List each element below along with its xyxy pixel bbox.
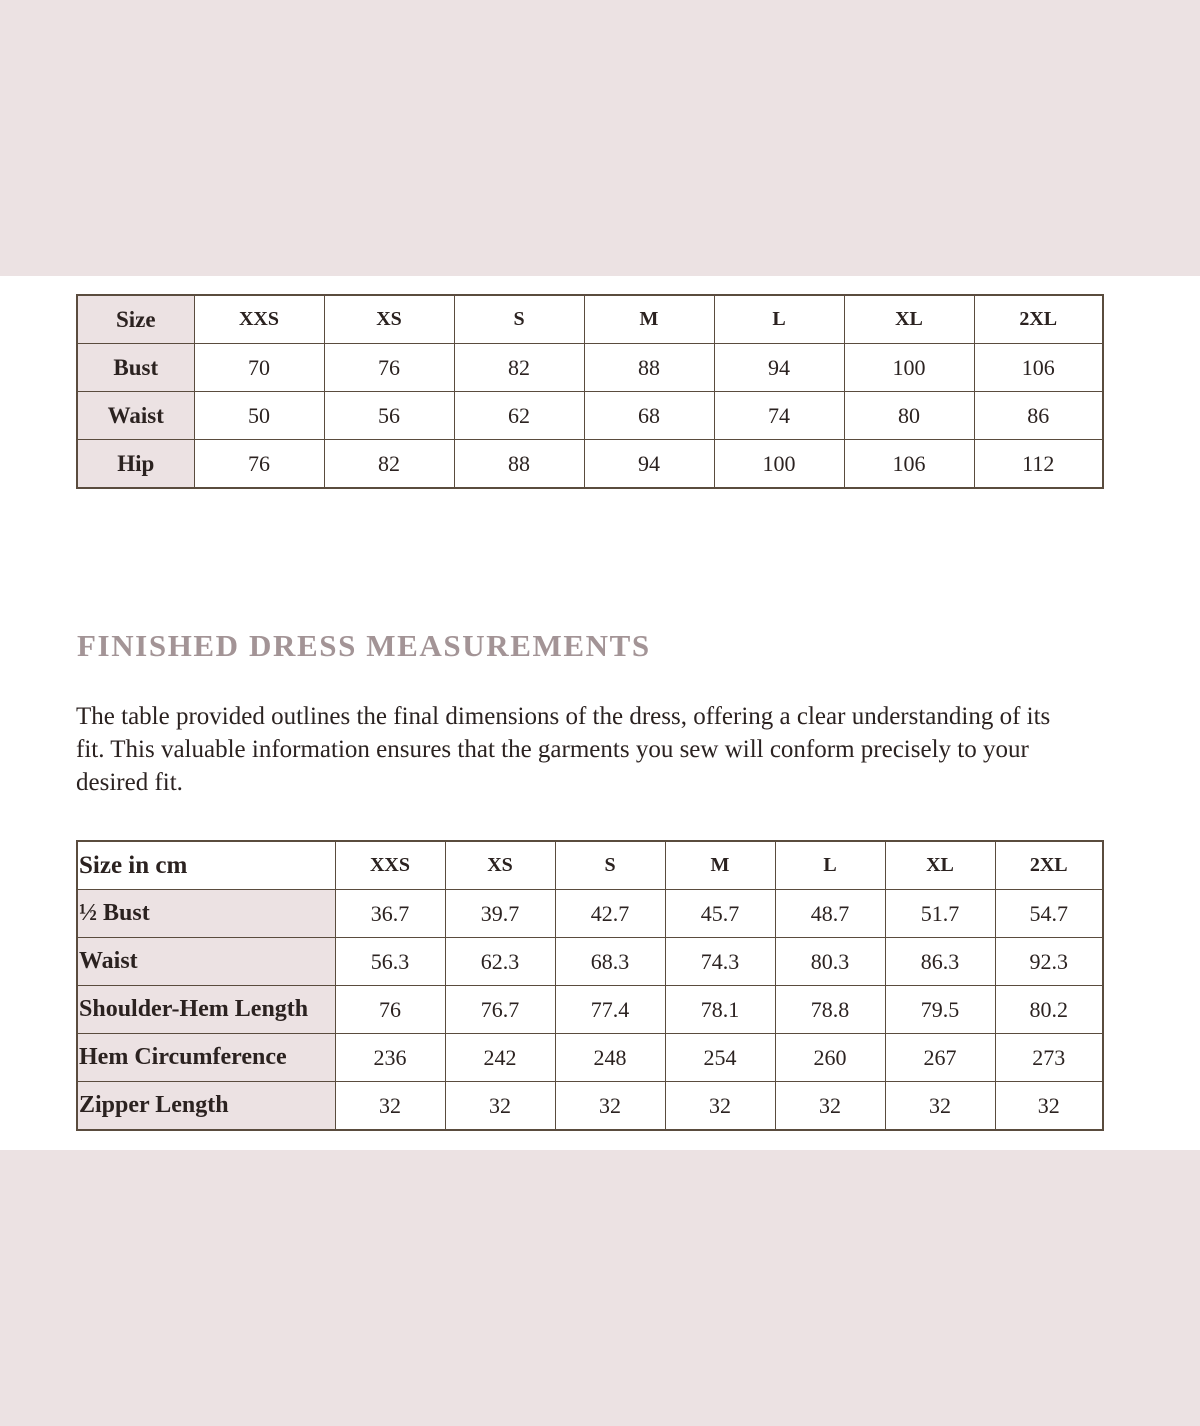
table-cell: 32 xyxy=(555,1082,665,1131)
table-cell: 80.3 xyxy=(775,938,885,986)
table-cell: 254 xyxy=(665,1034,775,1082)
table-cell: 74 xyxy=(714,392,844,440)
size-header: 2XL xyxy=(974,295,1103,344)
table-cell: 42.7 xyxy=(555,890,665,938)
table-cell: 32 xyxy=(775,1082,885,1131)
table-cell: 68 xyxy=(584,392,714,440)
table-cell: 94 xyxy=(584,440,714,489)
table-cell: 32 xyxy=(995,1082,1103,1131)
table-cell: 88 xyxy=(454,440,584,489)
size-corner-label: Size in cm xyxy=(77,841,335,890)
row-label: Hip xyxy=(77,440,194,489)
table-cell: 88 xyxy=(584,344,714,392)
table-row xyxy=(77,1082,1103,1131)
row-label: Waist xyxy=(77,938,335,986)
table-cell: 77.4 xyxy=(555,986,665,1034)
table-header-row xyxy=(77,841,1103,890)
row-label: Bust xyxy=(77,344,194,392)
table-cell: 36.7 xyxy=(335,890,445,938)
table-row xyxy=(77,392,1103,440)
table-cell: 62.3 xyxy=(445,938,555,986)
size-header: XS xyxy=(445,841,555,890)
size-chart-content xyxy=(0,276,1200,1150)
table-cell: 82 xyxy=(324,440,454,489)
table-cell: 79.5 xyxy=(885,986,995,1034)
table-cell: 76.7 xyxy=(445,986,555,1034)
table-cell: 236 xyxy=(335,1034,445,1082)
table-row xyxy=(77,986,1103,1034)
table-cell: 248 xyxy=(555,1034,665,1082)
finished-measurements-table xyxy=(76,840,1104,1131)
table-cell: 68.3 xyxy=(555,938,665,986)
table-cell: 76 xyxy=(324,344,454,392)
table-cell: 94 xyxy=(714,344,844,392)
row-label: Shoulder-Hem Length xyxy=(77,986,335,1034)
table-cell: 50 xyxy=(194,392,324,440)
table-cell: 106 xyxy=(844,440,974,489)
table-cell: 39.7 xyxy=(445,890,555,938)
size-header: XXS xyxy=(194,295,324,344)
table-cell: 54.7 xyxy=(995,890,1103,938)
table-cell: 100 xyxy=(714,440,844,489)
size-header: M xyxy=(584,295,714,344)
size-header: XL xyxy=(844,295,974,344)
size-header: XXS xyxy=(335,841,445,890)
table-cell: 260 xyxy=(775,1034,885,1082)
table-cell: 273 xyxy=(995,1034,1103,1082)
table-cell: 62 xyxy=(454,392,584,440)
table-cell: 56 xyxy=(324,392,454,440)
row-label: Hem Circumference xyxy=(77,1034,335,1082)
table-cell: 106 xyxy=(974,344,1103,392)
size-corner-label: Size xyxy=(77,295,194,344)
table-header-row xyxy=(77,295,1103,344)
row-label: ½ Bust xyxy=(77,890,335,938)
size-header: XL xyxy=(885,841,995,890)
size-header: L xyxy=(775,841,885,890)
size-header: XS xyxy=(324,295,454,344)
table-row xyxy=(77,890,1103,938)
table-cell: 100 xyxy=(844,344,974,392)
body-measurements-table xyxy=(76,294,1104,489)
size-header: S xyxy=(555,841,665,890)
table-cell: 74.3 xyxy=(665,938,775,986)
table-cell: 48.7 xyxy=(775,890,885,938)
table-cell: 80.2 xyxy=(995,986,1103,1034)
table-cell: 78.1 xyxy=(665,986,775,1034)
table-row xyxy=(77,1034,1103,1082)
table-cell: 51.7 xyxy=(885,890,995,938)
table-cell: 112 xyxy=(974,440,1103,489)
size-header: M xyxy=(665,841,775,890)
table-cell: 32 xyxy=(885,1082,995,1131)
table-row xyxy=(77,440,1103,489)
table-cell: 56.3 xyxy=(335,938,445,986)
section-description: The table provided outlines the final dimensions of the dress, offering a clear understanding of its fit. This valuable information ensures that the garments you sew will conform precisely to your desired fit. xyxy=(76,703,1051,796)
size-header: S xyxy=(454,295,584,344)
size-header: 2XL xyxy=(995,841,1103,890)
table-cell: 70 xyxy=(194,344,324,392)
table-row xyxy=(77,938,1103,986)
row-label: Zipper Length xyxy=(77,1082,335,1131)
table-cell: 32 xyxy=(665,1082,775,1131)
table-cell: 86 xyxy=(974,392,1103,440)
table-cell: 76 xyxy=(194,440,324,489)
row-label: Waist xyxy=(77,392,194,440)
table-cell: 82 xyxy=(454,344,584,392)
table-cell: 80 xyxy=(844,392,974,440)
table-cell: 45.7 xyxy=(665,890,775,938)
table-cell: 86.3 xyxy=(885,938,995,986)
table-cell: 267 xyxy=(885,1034,995,1082)
size-header: L xyxy=(714,295,844,344)
table-cell: 92.3 xyxy=(995,938,1103,986)
table-cell: 32 xyxy=(445,1082,555,1131)
table-row xyxy=(77,344,1103,392)
table-cell: 76 xyxy=(335,986,445,1034)
table-cell: 242 xyxy=(445,1034,555,1082)
table-cell: 78.8 xyxy=(775,986,885,1034)
table-cell: 32 xyxy=(335,1082,445,1131)
section-title: FINISHED DRESS MEASUREMENTS xyxy=(77,628,651,663)
